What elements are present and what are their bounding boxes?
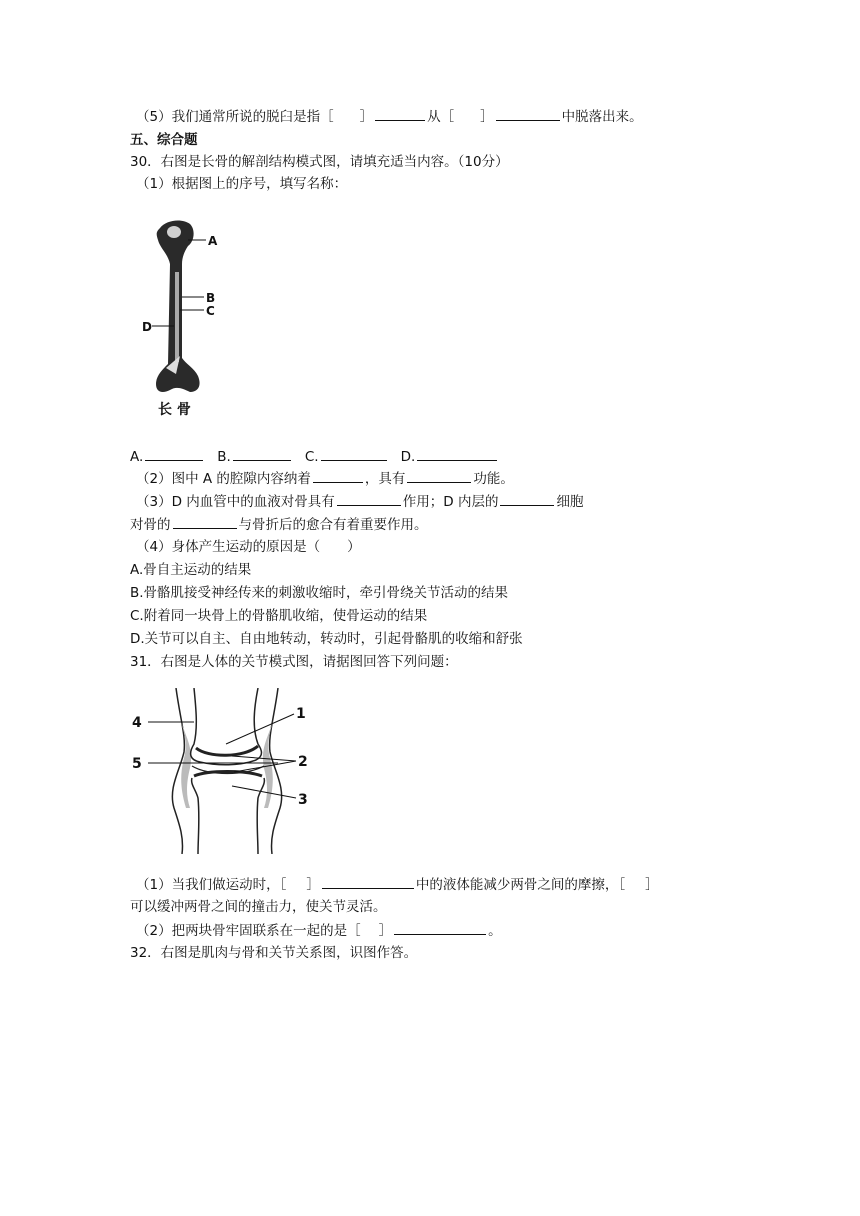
- answer-blank[interactable]: [313, 468, 363, 483]
- joint-figure: [128, 688, 328, 854]
- figure-label-5: 5: [132, 756, 142, 772]
- answer-blank[interactable]: [173, 514, 237, 529]
- answer-blank-c[interactable]: [321, 446, 387, 461]
- q30-p2: （2）图中 A 的腔隙内容纳着 ，具有 功能。: [136, 468, 514, 489]
- q30-p1: （1）根据图上的序号，填写名称：: [136, 176, 348, 192]
- answer-blank[interactable]: [500, 491, 554, 506]
- bone-head-highlight: [167, 226, 181, 238]
- upper-bone: [191, 688, 262, 765]
- answer-blank-b[interactable]: [233, 446, 291, 461]
- answer-blank[interactable]: [407, 468, 471, 483]
- q31-p2: （2）把两块骨牢固联系在一起的是［ ］ 。: [136, 920, 502, 941]
- figure-label-c: C: [206, 304, 215, 318]
- q30-option-a[interactable]: A.骨自主运动的结果: [130, 562, 252, 578]
- q32-stem: 32．右图是肌肉与骨和关节关系图，识图作答。: [130, 945, 418, 961]
- q31-stem: 31．右图是人体的关节模式图，请据图回答下列问题：: [130, 654, 458, 670]
- q30-p3b: 对骨的 与骨折后的愈合有着重要作用。: [130, 514, 428, 535]
- answer-blank[interactable]: [375, 106, 425, 121]
- figure-label-1: 1: [296, 706, 306, 722]
- q30-stem: 30．右图是长骨的解剖结构模式图，请填充适当内容。（10分）: [130, 154, 509, 170]
- answer-blank-d[interactable]: [417, 446, 497, 461]
- articular-head-cartilage: [196, 746, 258, 755]
- figure-label-d: D: [142, 320, 152, 334]
- figure-label-a: A: [208, 234, 218, 248]
- label-line-1: [226, 714, 294, 744]
- answer-blank[interactable]: [496, 106, 560, 121]
- q30-option-b[interactable]: B.骨骼肌接受神经传来的刺激收缩时，牵引骨绕关节活动的结果: [130, 585, 509, 601]
- label-line-3: [232, 786, 296, 798]
- answer-blank[interactable]: [322, 874, 414, 889]
- q29-5-line: （5）我们通常所说的脱臼是指［ ］ 从［ ］ 中脱落出来。: [136, 106, 643, 127]
- figure-label-4: 4: [132, 715, 142, 731]
- q30-p3: （3）D 内血管中的血液对骨具有 作用；D 内层的 细胞: [136, 491, 583, 512]
- q30-p4: （4）身体产生运动的原因是（ ）: [136, 539, 361, 555]
- figure-label-3: 3: [298, 792, 308, 808]
- long-bone-figure: [138, 218, 238, 424]
- section-heading: 五、综合题: [130, 132, 198, 148]
- answer-blank-a[interactable]: [145, 446, 203, 461]
- q31-p1: （1）当我们做运动时，［ ］ 中的液体能减少两骨之间的摩擦，［ ］: [136, 874, 659, 895]
- figure-label-b: B: [206, 291, 216, 305]
- q30-option-d[interactable]: D.关节可以自主、自由地转动，转动时，引起骨骼肌的收缩和舒张: [130, 631, 523, 647]
- figure-label-2: 2: [298, 754, 308, 770]
- figure-caption: 长 骨: [158, 402, 191, 418]
- q31-p1b: 可以缓冲两骨之间的撞击力，使关节灵活。: [130, 899, 387, 915]
- answer-blank[interactable]: [337, 491, 401, 506]
- q30-answer-row: A. B. C. D.: [130, 446, 499, 467]
- answer-blank[interactable]: [394, 920, 486, 935]
- medullary-cavity: [175, 272, 179, 362]
- q30-option-c[interactable]: C.附着同一块骨上的骨骼肌收缩，使骨运动的结果: [130, 608, 428, 624]
- lower-bone: [192, 778, 265, 854]
